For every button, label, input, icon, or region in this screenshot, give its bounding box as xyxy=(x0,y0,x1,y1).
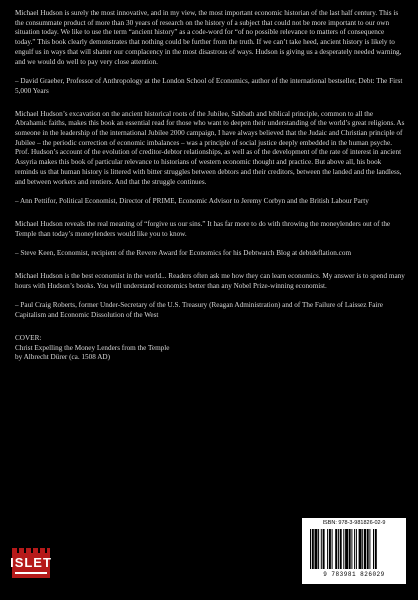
logo-crenellation xyxy=(12,548,50,553)
publisher-logo xyxy=(12,548,50,578)
barcode-bar xyxy=(349,529,351,569)
barcode-bar xyxy=(338,529,339,569)
barcode-bar xyxy=(323,529,325,569)
publisher-logo-text: ISLET xyxy=(10,555,52,570)
barcode-bar xyxy=(343,529,344,569)
blurb-attribution: – Paul Craig Roberts, former Under-Secretary of the U.S. Treasury (Reagan Administration) and of The Failure of Laissez Faire Capitalism and Economic Dissolution of the West xyxy=(15,301,383,320)
blurb-attribution: – Steve Keen, Economist, recipient of the Revere Award for Economics for his Debtwatch Blog at debtdeflation.com xyxy=(15,249,352,258)
barcode-bar xyxy=(367,529,369,569)
blurb-attribution: – Ann Pettifor, Political Economist, Director of PRIME, Economic Advisor to Jeremy Corbyn and the British Labour Party xyxy=(15,197,369,206)
barcode-bar xyxy=(356,529,357,569)
ean-number: 9 783981 826029 xyxy=(323,571,385,578)
isbn-barcode xyxy=(302,518,406,584)
barcode-bar xyxy=(315,529,318,569)
barcode-bar xyxy=(335,529,337,569)
barcode-bar xyxy=(318,529,319,569)
blurb-column xyxy=(15,9,405,363)
barcode-bar xyxy=(329,529,331,569)
barcode-bar xyxy=(373,529,374,569)
isbn-label: ISBN: 978-3-981826-02-9 xyxy=(322,520,386,526)
cover-credit-artist: by Albrecht Dürer (ca. 1508 AD) xyxy=(15,353,111,362)
barcode-bar xyxy=(332,529,333,569)
blurb-text: Michael Hudson’s excavation on the ancient historical roots of the Jubilee, Sabbath and biblical principle, common to all the Abrahamic faiths, makes this book an essential read for those who want to deepen their understanding of the world’s great religions. As someone in the leadership of the international Jubilee 2000 campaign, I have always believed that the Judaic and Christian principle of Jubilee – the periodic correction of economic imbalances – was a principle of social justice deeply embedded in the human psyche. Prof. Hudson’s account of the evolution of creditor-debtor relationships, as well as of the development of the rate of interest in ancient Assyria makes this book of particular relevance to historians of western economic thought and practice. But above all, his book reminds us that human history is littered with bitter struggles between debtors and their creditors, between the landed and the landless, and between workers and rentiers. And that the struggle continues. xyxy=(15,109,405,186)
blurb-text: Michael Hudson is the best economist in the world... Readers often ask me how they can learn economics. My answer is to spend many hours with Hudson’s books. You will understand economics better than any Nobel Prize-winning economist. xyxy=(15,272,405,290)
barcode-bar xyxy=(369,529,370,569)
barcode-bar xyxy=(364,529,366,569)
barcode-bar xyxy=(359,529,362,569)
logo-underline xyxy=(15,572,47,574)
barcode-bar xyxy=(312,529,314,569)
barcode-bar xyxy=(340,529,342,569)
barcode-bar xyxy=(362,529,363,569)
barcode-bar xyxy=(375,529,377,569)
blurb-attribution: – David Graeber, Professor of Anthropology at the London School of Economics, author of the international bestseller, Debt: The First 5,000 Years xyxy=(15,77,403,95)
barcode-bar xyxy=(354,529,355,569)
barcode-bar xyxy=(310,529,311,569)
barcode-bar xyxy=(345,529,348,569)
barcode-bar xyxy=(351,529,352,569)
barcode-bar xyxy=(327,529,328,569)
barcode-bar xyxy=(321,529,322,569)
barcode-bars xyxy=(310,529,398,569)
cover-credit-title: Christ Expelling the Money Lenders from the Temple xyxy=(15,343,170,352)
blurb-text: Michael Hudson is surely the most innovative, and in my view, the most important economic historian of the last half century. This is the consummate product of more than 30 years of research on the history of a subject that could not be more important to our own situation today. We like to use the term “ancient history” as a code-word for “of no possible relevance to matters of consequence today.” This book clearly demonstrates that nothing could be further from the truth. If we can’t take heed, ancient history is likely to engulf us in ways that will shatter our complacency in the most disastrous of ways. Hudson is giving us a desperately needed warning, and we would do well to pay very close attention. xyxy=(15,9,402,66)
blurb-text: Michael Hudson reveals the real meaning of “forgive us our sins.” It has far more to do with throwing the moneylenders out of the Temple than today’s moneylenders would like you to know. xyxy=(15,219,391,238)
cover-credit-heading: COVER: xyxy=(15,333,42,342)
